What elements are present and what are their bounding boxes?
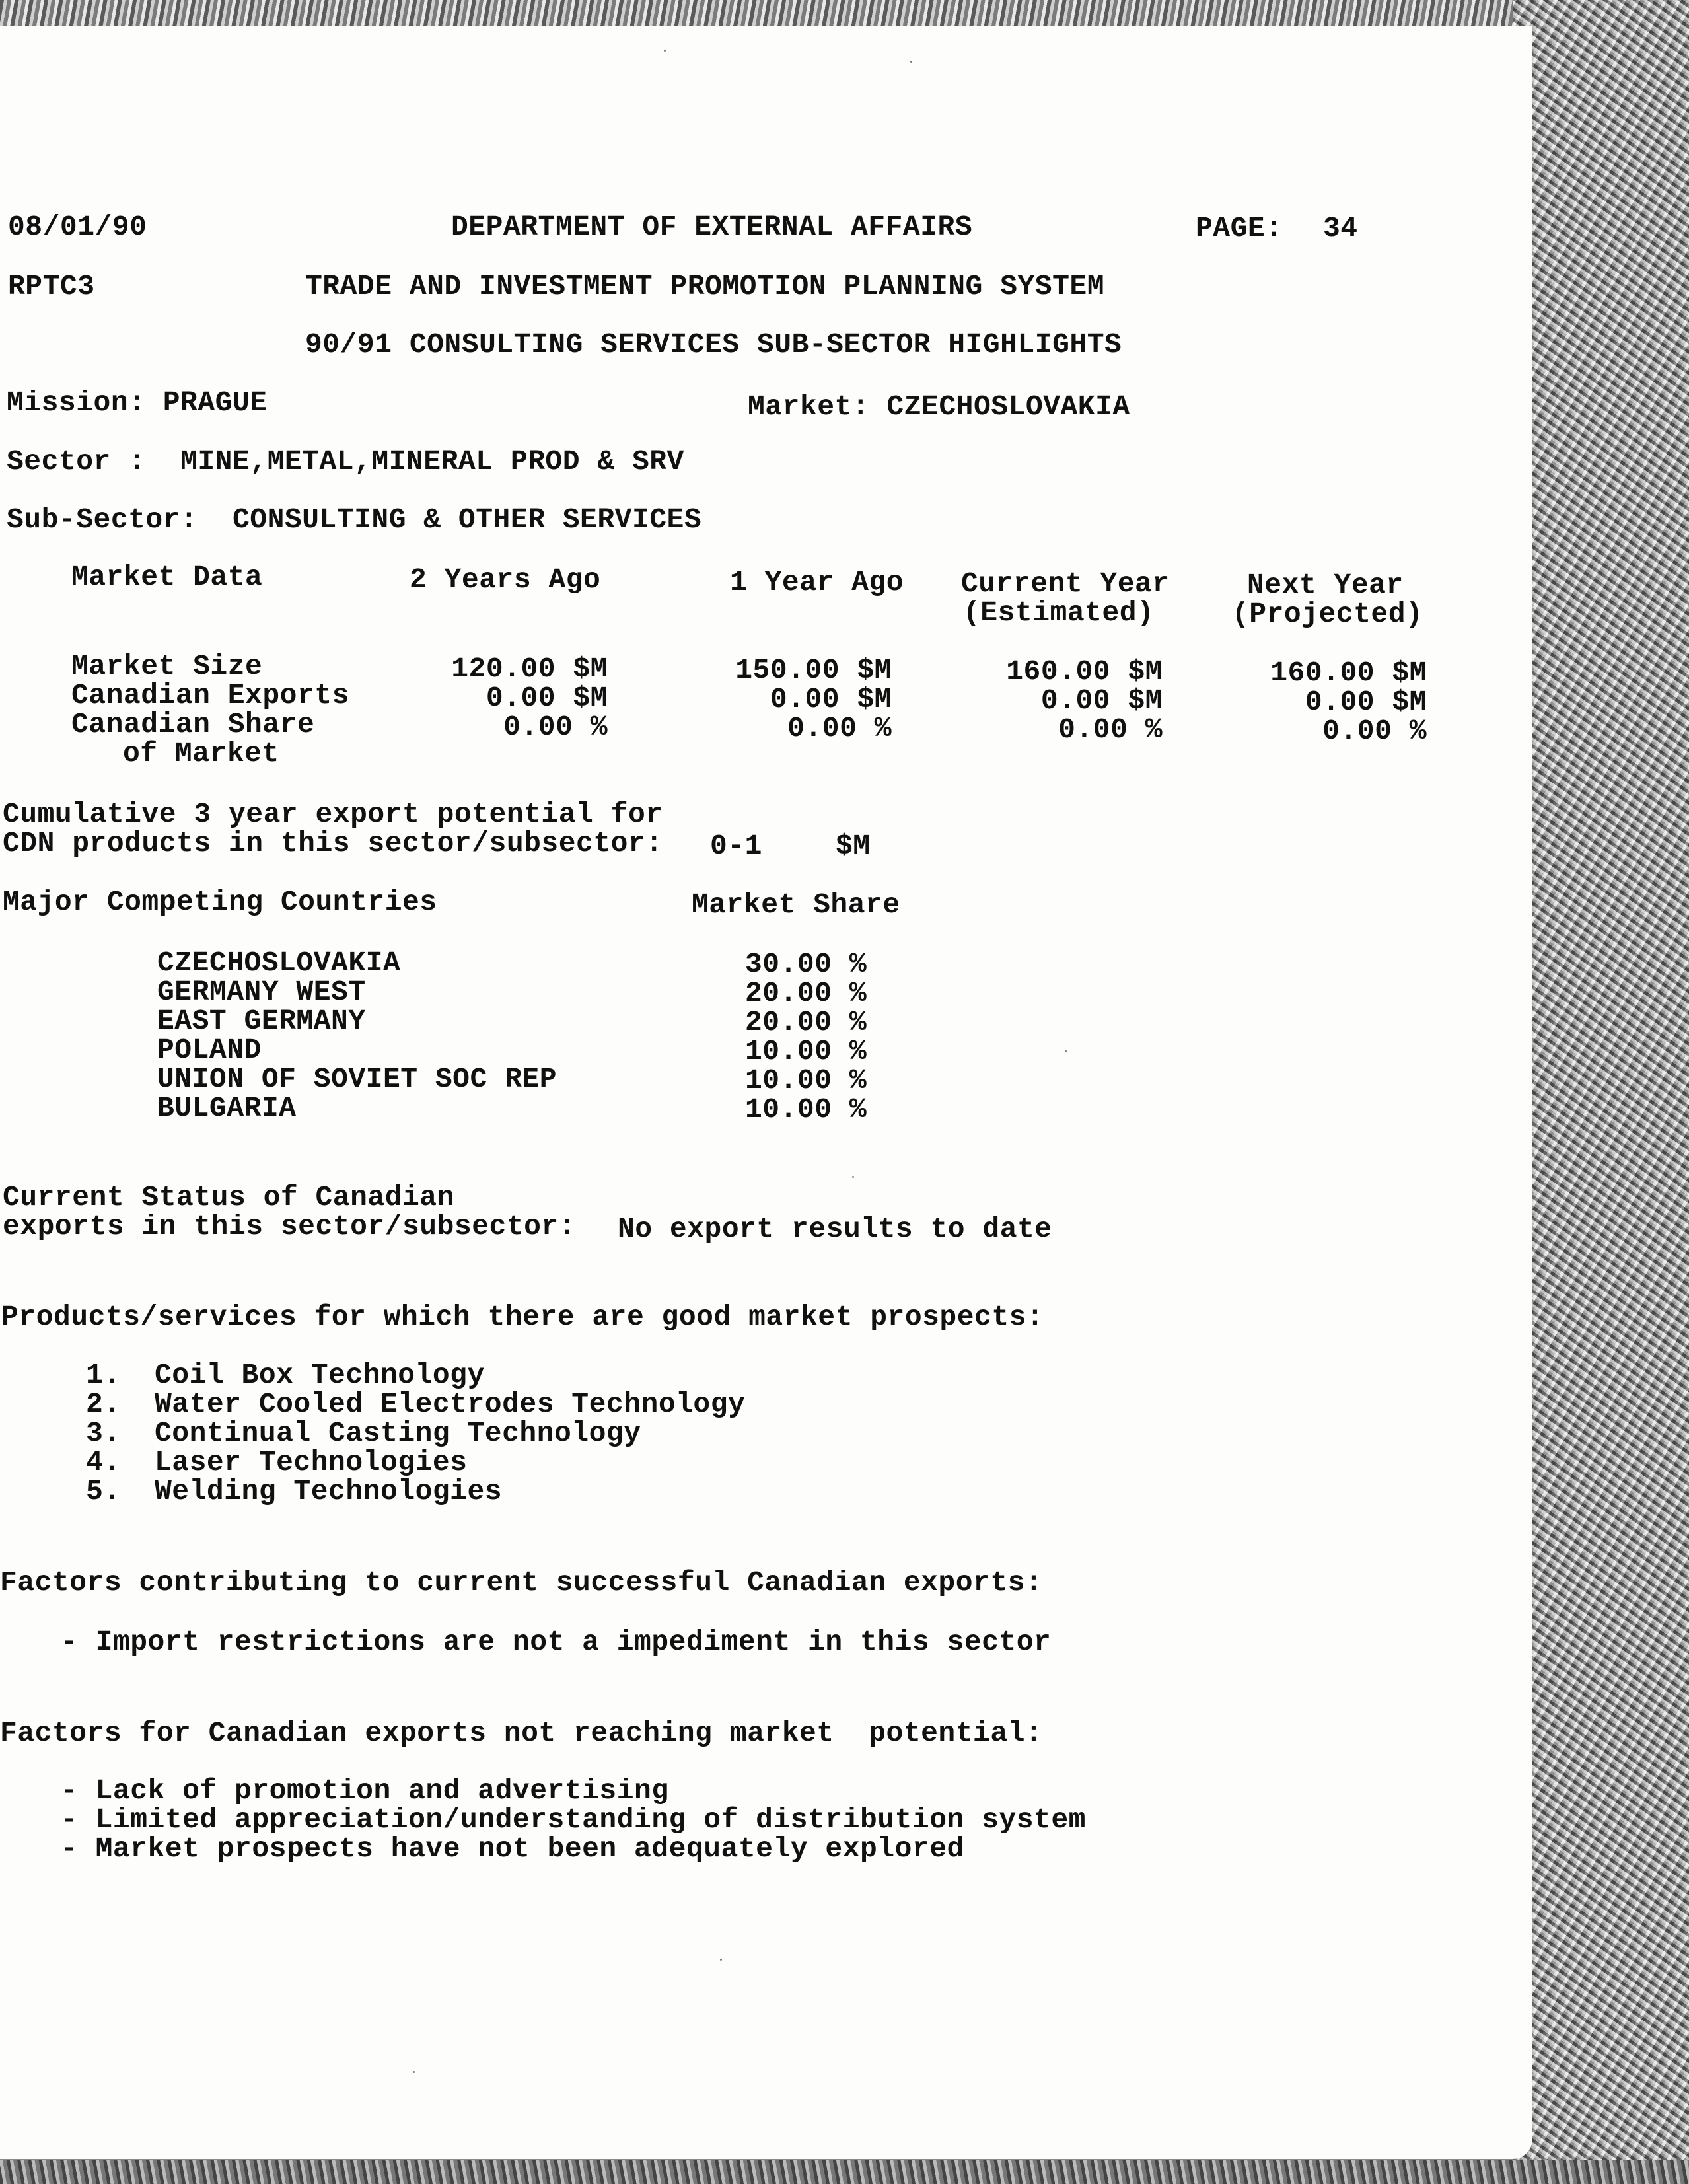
scan-top-edge <box>0 0 1689 26</box>
success-factor-item: - Import restrictions are not a impediment in this sector <box>61 1626 1052 1658</box>
speck <box>1065 1050 1067 1052</box>
report-code: RPTC3 <box>8 270 95 303</box>
department-title: DEPARTMENT OF EXTERNAL AFFAIRS <box>451 211 973 243</box>
competitor-share: 10.00 % <box>745 1035 867 1068</box>
row-label-market-size: Market Size <box>71 650 263 682</box>
report-date: 08/01/90 <box>8 211 147 243</box>
sector: Sector : MINE,METAL,MINERAL PROD & SRV <box>7 445 684 478</box>
cell-exports-next: 0.00 $M <box>1305 686 1427 718</box>
current-status-label-line1: Current Status of Canadian <box>3 1181 454 1214</box>
competitor-share: 30.00 % <box>745 948 867 980</box>
export-potential-label-line2: CDN products in this sector/subsector: <box>3 827 663 859</box>
row-label-canadian-share: Canadian Share <box>71 708 315 741</box>
sub-sector: Sub-Sector: CONSULTING & OTHER SERVICES <box>7 503 702 536</box>
column-header-1-year-ago: 1 Year Ago <box>730 566 904 599</box>
cell-share-current: 0.00 % <box>1058 713 1163 746</box>
cell-market-size-2y: 120.00 $M <box>451 653 608 685</box>
prospect-number: 3. <box>86 1417 121 1449</box>
column-header-next-year: Next Year <box>1247 569 1404 601</box>
success-factors-heading: Factors contributing to current successful Canadian exports: <box>0 1566 1043 1599</box>
prospect-item: Water Cooled Electrodes Technology <box>155 1388 746 1420</box>
speck <box>664 50 666 52</box>
current-status-value: No export results to date <box>618 1213 1052 1245</box>
competitor-country: BULGARIA <box>157 1092 297 1124</box>
speck <box>852 1176 854 1178</box>
cell-exports-current: 0.00 $M <box>1040 684 1163 717</box>
cell-share-2y: 0.00 % <box>503 711 608 743</box>
prospect-number: 5. <box>86 1475 121 1508</box>
report-title: 90/91 CONSULTING SERVICES SUB-SECTOR HIGHLIGHTS <box>305 328 1122 361</box>
scan-right-edge <box>1513 0 1689 2184</box>
market-data-header: Market Data <box>71 561 263 593</box>
cell-exports-1y: 0.00 $M <box>770 683 892 715</box>
column-header-estimated: (Estimated) <box>963 597 1155 629</box>
prospect-number: 2. <box>86 1388 121 1420</box>
competitor-country: UNION OF SOVIET SOC REP <box>157 1063 557 1095</box>
speck <box>910 61 912 63</box>
market: Market: CZECHOSLOVAKIA <box>748 390 1130 423</box>
prospect-number: 1. <box>86 1359 121 1391</box>
cell-market-size-1y: 150.00 $M <box>735 654 892 686</box>
mission: Mission: PRAGUE <box>7 386 268 419</box>
page-number: 34 <box>1323 212 1358 244</box>
export-potential-label-line1: Cumulative 3 year export potential for <box>3 798 663 830</box>
prospect-item: Coil Box Technology <box>155 1359 485 1391</box>
export-potential-value: 0-1 <box>710 830 762 862</box>
competitor-share: 20.00 % <box>745 1006 867 1038</box>
column-header-2-years-ago: 2 Years Ago <box>410 564 601 596</box>
speck <box>413 2071 415 2073</box>
competitor-share: 10.00 % <box>745 1064 867 1097</box>
row-label-of-market: of Market <box>123 737 279 770</box>
cell-market-size-current: 160.00 $M <box>1006 655 1163 688</box>
cell-exports-2y: 0.00 $M <box>485 682 608 714</box>
competitor-country: CZECHOSLOVAKIA <box>157 947 401 979</box>
prospect-item: Continual Casting Technology <box>155 1417 641 1449</box>
competitor-share: 20.00 % <box>745 977 867 1009</box>
row-label-canadian-exports: Canadian Exports <box>71 679 349 711</box>
cell-market-size-next: 160.00 $M <box>1270 657 1427 689</box>
competitor-country: EAST GERMANY <box>157 1005 366 1037</box>
prospects-heading: Products/services for which there are good market prospects: <box>1 1301 1044 1333</box>
column-header-projected: (Projected) <box>1232 598 1423 630</box>
scan-bottom-edge <box>0 2160 1689 2184</box>
competitor-share: 10.00 % <box>745 1093 867 1126</box>
system-title: TRADE AND INVESTMENT PROMOTION PLANNING SYSTEM <box>305 270 1104 303</box>
failure-factors-heading: Factors for Canadian exports not reaching market potential: <box>0 1717 1043 1749</box>
failure-factor-item: - Market prospects have not been adequately explored <box>61 1833 964 1865</box>
page-label: PAGE: <box>1196 212 1283 244</box>
competitor-country: GERMANY WEST <box>157 976 366 1008</box>
prospect-item: Laser Technologies <box>155 1446 468 1478</box>
market-share-header: Market Share <box>692 889 900 921</box>
prospect-number: 4. <box>86 1446 121 1478</box>
column-header-current-year: Current Year <box>961 567 1170 600</box>
speck <box>720 1959 722 1961</box>
failure-factor-item: - Limited appreciation/understanding of distribution system <box>61 1803 1086 1836</box>
cell-share-next: 0.00 % <box>1322 715 1427 747</box>
export-potential-unit: $M <box>836 830 871 862</box>
competitor-country: POLAND <box>157 1034 262 1066</box>
competitors-header: Major Competing Countries <box>3 886 437 918</box>
failure-factor-item: - Lack of promotion and advertising <box>61 1774 669 1807</box>
prospect-item: Welding Technologies <box>155 1475 503 1508</box>
current-status-label-line2: exports in this sector/subsector: <box>3 1210 577 1243</box>
cell-share-1y: 0.00 % <box>787 712 892 745</box>
